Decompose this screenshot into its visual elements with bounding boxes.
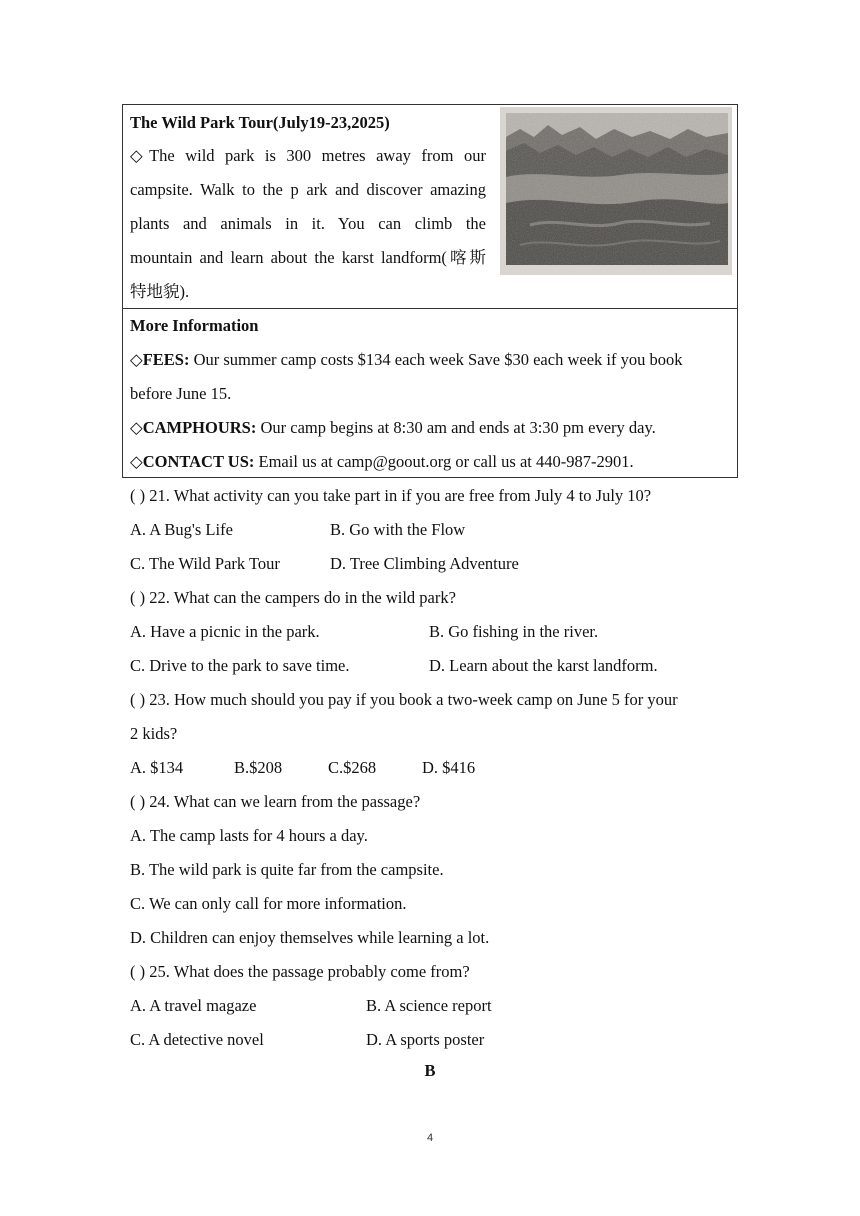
option-25-b: B. A science report	[366, 996, 492, 1015]
hours-text: Our camp begins at 8:30 am and ends at 3:30 pm every day.	[256, 418, 656, 437]
tour-line: plants and animals in it. You can climb the	[130, 214, 486, 233]
option-25-c: C. A detective novel	[130, 1030, 264, 1049]
question-23: ( ) 23. How much should you pay if you book a two-week camp on June 5 for your	[130, 690, 678, 709]
contact-label: ◇CONTACT US:	[130, 452, 255, 471]
option-25-d: D. A sports poster	[366, 1030, 485, 1049]
option-22-a: A. Have a picnic in the park.	[130, 622, 320, 641]
hours-label: ◇CAMPHOURS:	[130, 418, 257, 437]
option-22-b: B. Go fishing in the river.	[429, 622, 599, 641]
question-21: ( ) 21. What activity can you take part in if you are free from July 4 to July 10?	[130, 486, 652, 505]
option-22-d: D. Learn about the karst landform.	[429, 656, 658, 675]
question-23-cont: 2 kids?	[130, 724, 178, 743]
option-24-d: D. Children can enjoy themselves while learning a lot.	[130, 928, 490, 947]
option-21-c: C. The Wild Park Tour	[130, 554, 280, 573]
option-22-c: C. Drive to the park to save time.	[130, 656, 350, 675]
option-24-c: C. We can only call for more information.	[130, 894, 407, 913]
option-21-a: A. A Bug's Life	[130, 520, 233, 539]
option-25-a: A. A travel magaze	[130, 996, 257, 1015]
question-24: ( ) 24. What can we learn from the passage?	[130, 792, 421, 811]
tour-title: The Wild Park Tour(July19-23,2025)	[130, 113, 390, 132]
option-21-b: B. Go with the Flow	[330, 520, 466, 539]
fees-label: ◇FEES:	[130, 350, 190, 369]
option-21-d: D. Tree Climbing Adventure	[330, 554, 519, 573]
option-23-b: B.$208	[234, 758, 283, 777]
contact-line	[130, 452, 634, 472]
page-number: 4	[426, 1132, 434, 1144]
option-23-a: A. $134	[130, 758, 184, 777]
fees-line-2: before June 15.	[130, 384, 232, 403]
tour-line: campsite. Walk to the p ark and discover amazing	[130, 180, 486, 199]
more-info-title: More Information	[130, 316, 259, 335]
tour-line: 特地貌).	[130, 282, 190, 301]
fees-text: Our summer camp costs $134 each week Save $30 each week if you book	[189, 350, 683, 369]
section-label: B	[424, 1061, 436, 1080]
option-24-b: B. The wild park is quite far from the campsite.	[130, 860, 444, 879]
hours-line	[130, 418, 656, 438]
option-23-c: C.$268	[328, 758, 377, 777]
question-25: ( ) 25. What does the passage probably come from?	[130, 962, 470, 981]
tour-line: ◇The wild park is 300 metres away from our	[130, 146, 486, 165]
tour-line: mountain and learn about the karst landform(喀斯	[130, 248, 486, 267]
contact-text: Email us at camp@goout.org or call us at 440-987-2901.	[254, 452, 634, 471]
fees-line	[130, 350, 682, 370]
option-23-d: D. $416	[422, 758, 476, 777]
question-22: ( ) 22. What can the campers do in the wild park?	[130, 588, 456, 607]
option-24-a: A. The camp lasts for 4 hours a day.	[130, 826, 368, 845]
karst-landscape-photo	[500, 107, 732, 275]
